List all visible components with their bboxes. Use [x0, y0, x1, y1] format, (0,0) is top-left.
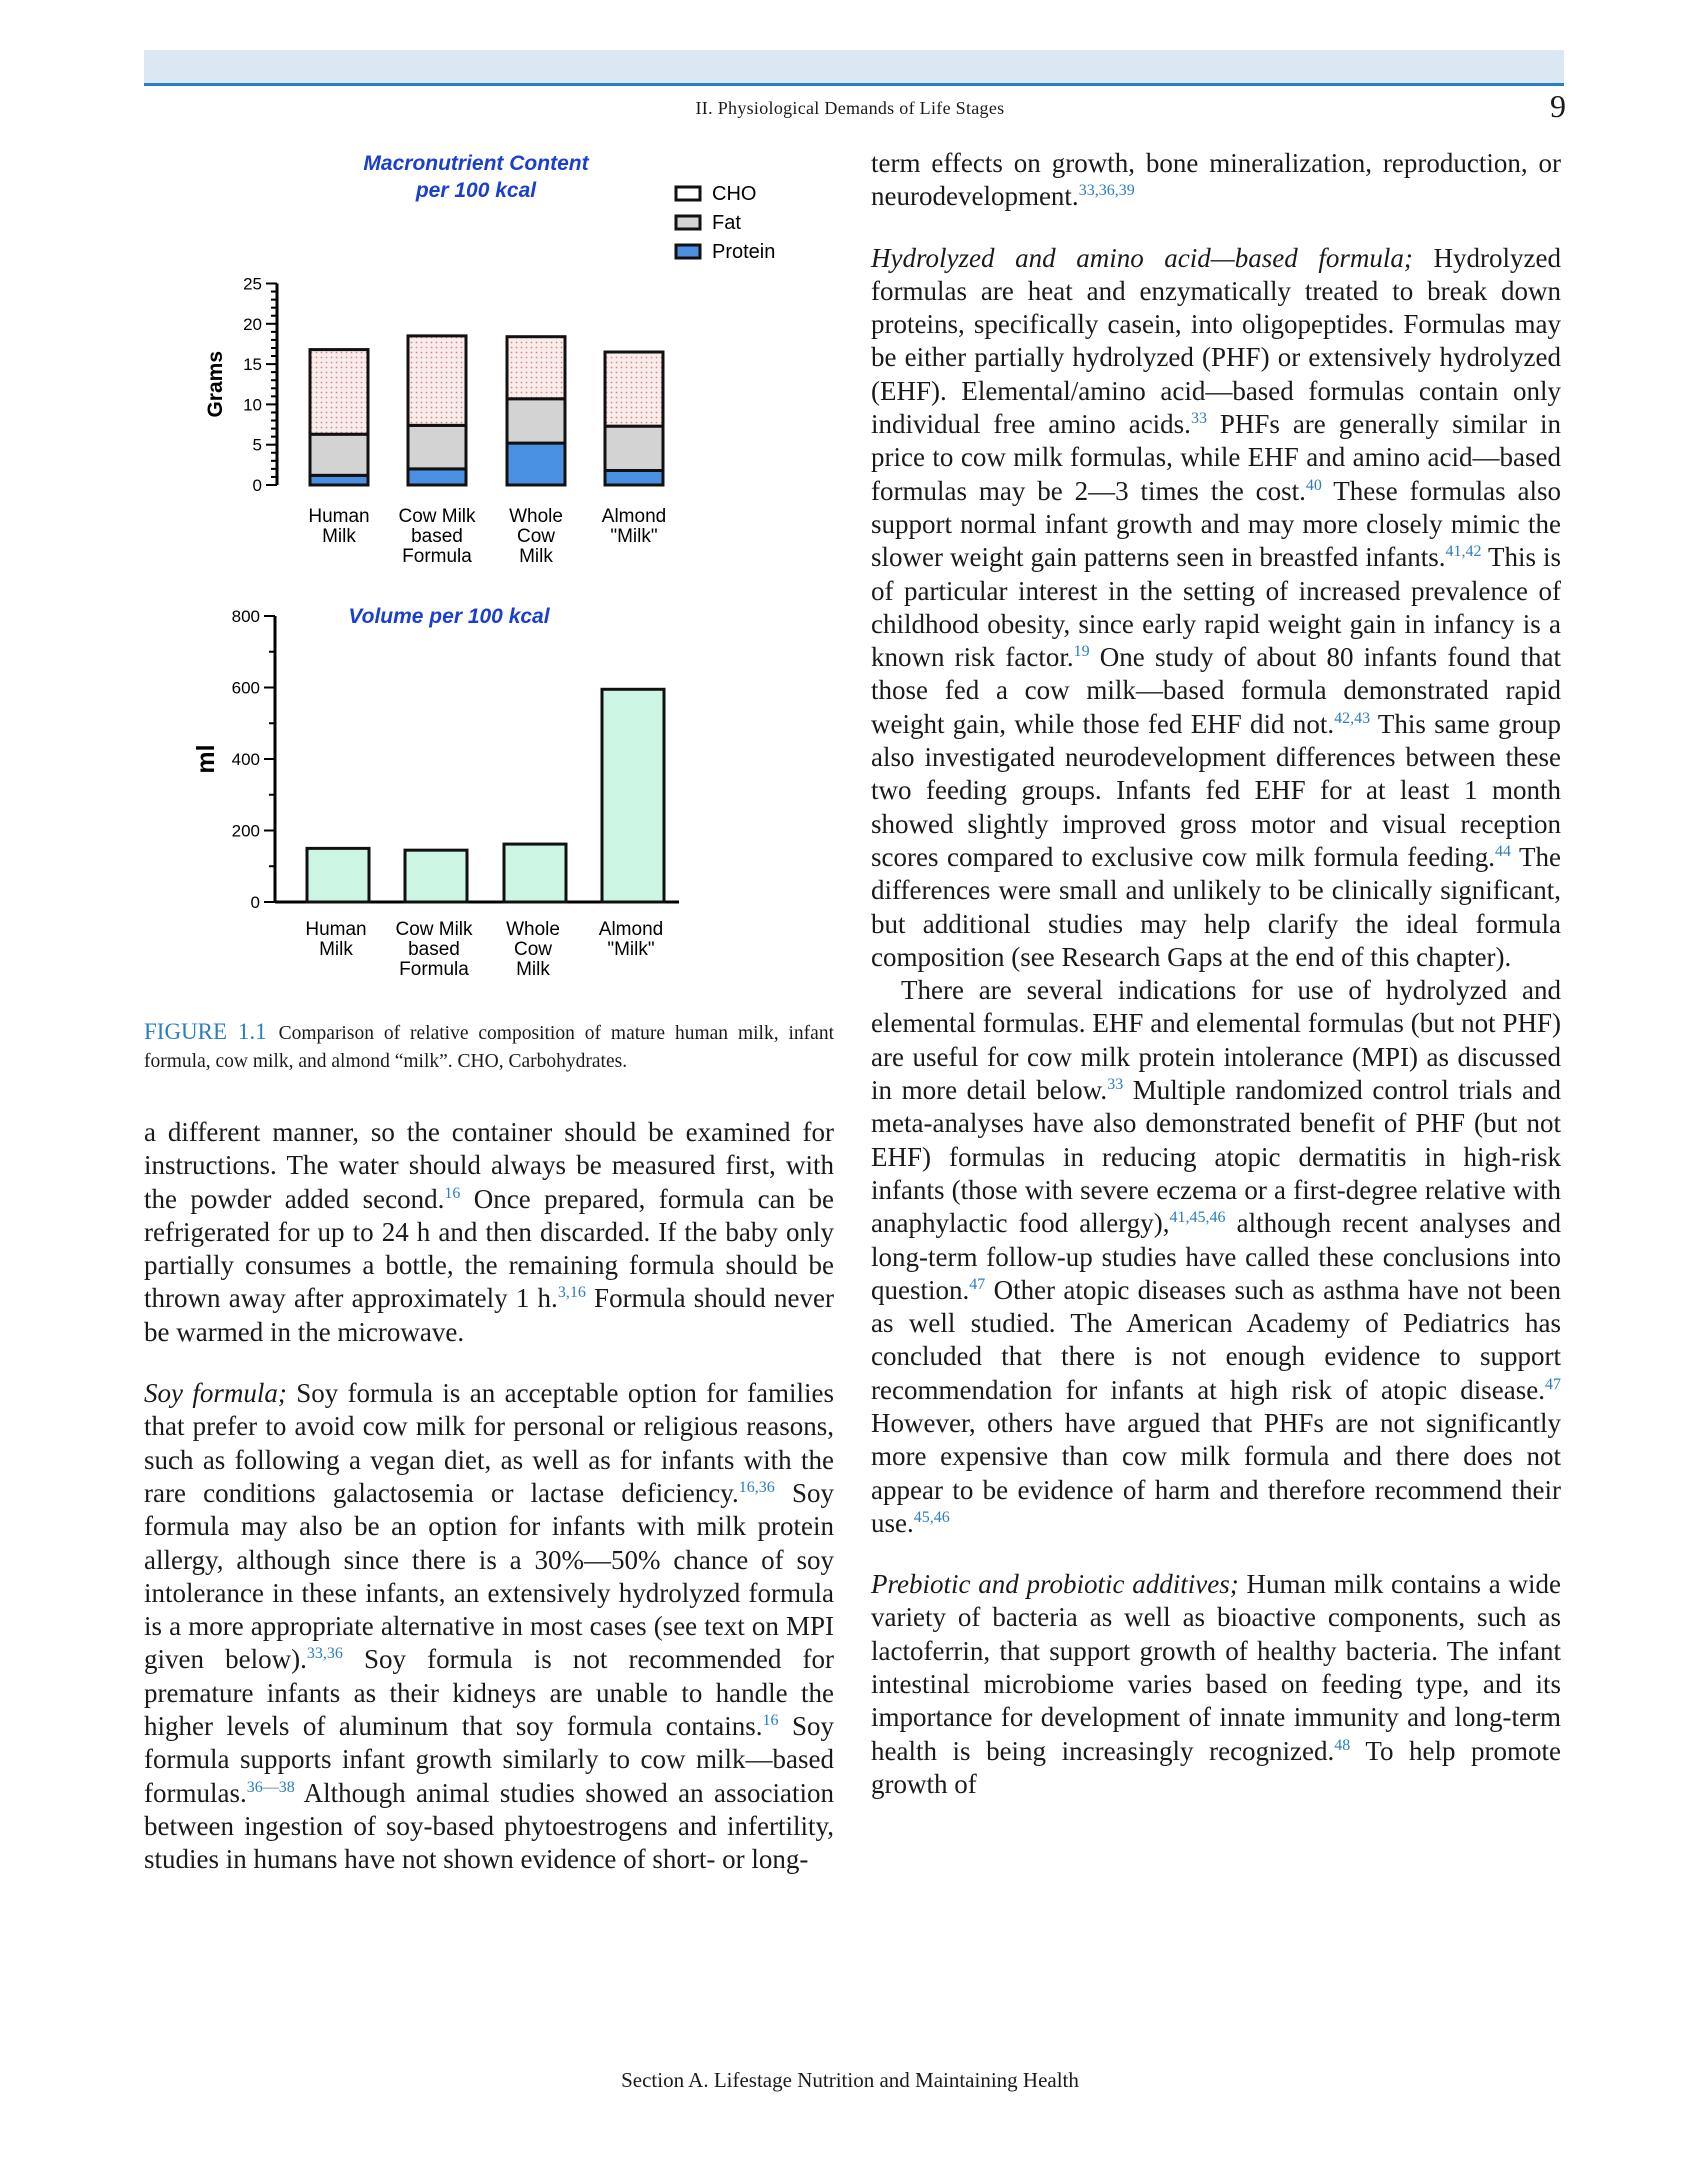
y-tick-label: 20 — [243, 314, 262, 334]
text-run: Formula should never be warmed in the microwave. — [144, 1283, 834, 1347]
x-tick-label: Cow — [513, 939, 553, 960]
legend-label: CHO — [712, 183, 757, 205]
bar-fat — [605, 426, 663, 470]
text-run: Hydrolyzed formulas are heat and enzymatically treated to break down proteins, specifically casein, into oligopeptides. Formulas may be either partially hydrolyzed (PHF) or extensively hydrolyzed (EHF). Elemental/amino acid—based formulas contain only individual free amino acids. — [871, 242, 1561, 440]
text-run: The differences were small and unlikely to be clinically significant, but additional studies may help clarify the ideal formula composition (see Research Gaps at the end of this chapter). — [871, 841, 1561, 972]
x-tick-label: Whole — [509, 506, 563, 527]
citation-ref: 41,45,46 — [1169, 1209, 1226, 1227]
right-column — [871, 147, 1561, 1801]
text-run: Once prepared, formula can be refrigerated for up to 24 h and then discarded. If the baby only partially consumes a bottle, the remaining formula should be thrown away after approximately 1 h. — [144, 1183, 835, 1314]
x-tick-label: Milk — [319, 939, 353, 960]
legend-swatch — [676, 245, 700, 258]
text-run: Human milk contains a wide variety of bacteria as well as bioactive components, such as lactoferrin, that support growth of healthy bacteria. The infant intestinal microbiome varies based on feeding type, and its importance for development of innate immunity and long-term health is being increasingly recognized. — [871, 1569, 1561, 1766]
x-tick-label: based — [411, 526, 463, 547]
x-tick-label: Milk — [519, 546, 553, 567]
text-run: To help promote growth of — [871, 1735, 1561, 1799]
paragraph — [144, 1377, 834, 1876]
bar-cho — [507, 337, 565, 399]
x-tick-label: Milk — [516, 959, 550, 980]
paragraph — [871, 1568, 1561, 1801]
y-tick-label: 0 — [250, 893, 260, 912]
y-tick-label: 25 — [243, 274, 262, 294]
x-tick-label: Human — [305, 919, 367, 940]
bar-protein — [408, 469, 466, 485]
bar-protein — [507, 443, 565, 485]
legend-label: Protein — [712, 241, 776, 263]
bar-cho — [310, 350, 368, 435]
figure-caption-text: Comparison of relative composition of mature human milk, infant formula, cow milk, and almond “milk”. CHO, Carbohydrates. — [144, 1023, 834, 1072]
text-run: PHFs are generally similar in price to cow milk formulas, while EHF and amino acid—based formulas may be 2—3 times the cost. — [871, 409, 1561, 506]
text-run: There are several indications for use of hydrolyzed and elemental formulas. EHF and elemental formulas (but not PHF) are useful for cow milk protein intolerance (MPI) as discussed in more detail below. — [871, 975, 1561, 1106]
paragraph — [144, 1116, 834, 1349]
text-run: Soy formula may also be an option for infants with milk protein allergy, although since there is a 30%—50% chance of soy intolerance in these infants, an extensively hydrolyzed formula is a more appropriate alternative in most cases (see text on MPI given below). — [144, 1477, 834, 1675]
x-tick-label: Almond — [601, 506, 667, 527]
y-tick-label: 15 — [243, 355, 262, 375]
header-rule — [144, 83, 1564, 86]
legend-swatch — [676, 187, 700, 200]
y-tick-label: 0 — [252, 476, 262, 495]
y-tick-label: 5 — [252, 435, 262, 455]
text-run: This same group also investigated neurodevelopment differences between these two feeding groups. Infants fed EHF for at least 1 month showed slightly improved gross motor and visual reception scores compared to exclusive cow milk formula feeding. — [871, 708, 1561, 872]
x-tick-label: Formula — [402, 546, 472, 567]
paragraph — [871, 147, 1561, 214]
x-tick-label: Milk — [322, 526, 356, 547]
citation-ref: 33 — [1107, 1076, 1124, 1094]
x-tick-label: Cow Milk — [395, 919, 473, 940]
citation-ref: 41,42 — [1445, 543, 1482, 561]
citation-ref: 19 — [1073, 643, 1090, 661]
legend-swatch — [676, 216, 700, 229]
bar-fat — [310, 434, 368, 475]
x-tick-label: "Milk" — [607, 939, 655, 960]
bar-protein — [605, 470, 663, 485]
y-axis-label: Grams — [204, 350, 227, 418]
citation-ref: 48 — [1334, 1736, 1351, 1754]
header-band — [144, 50, 1564, 83]
bar-volume — [504, 844, 566, 902]
figure-charts — [144, 140, 844, 1010]
citation-ref: 44 — [1495, 842, 1511, 860]
text-run: term effects on growth, bone mineralization, reproduction, or neurodevelopment. — [871, 148, 1561, 212]
citation-ref: 16,36 — [738, 1478, 775, 1496]
citation-ref: 42,43 — [1334, 709, 1371, 727]
running-head: II. Physiological Demands of Life Stages — [695, 98, 1005, 118]
text-run: Although animal studies showed an association between ingestion of soy-based phytoestrogens and infertility, studies in humans have not shown evidence of short- or long- — [144, 1777, 834, 1875]
paragraph — [871, 242, 1561, 975]
legend-label: Fat — [712, 212, 741, 234]
citation-ref: 40 — [1305, 476, 1322, 494]
x-tick-label: "Milk" — [610, 526, 658, 547]
figure-caption — [144, 1018, 834, 1076]
y-tick-label: 600 — [231, 678, 260, 698]
citation-ref: 33 — [1190, 410, 1207, 428]
figure-label: FIGURE 1.1 — [144, 1019, 267, 1044]
y-axis-label: ml — [192, 744, 220, 774]
bar-volume — [307, 848, 369, 902]
citation-ref: 47 — [969, 1275, 986, 1293]
text-run: a different manner, so the container should be examined for instructions. The water should always be measured first, with the powder added second. — [144, 1117, 834, 1214]
bar-fat — [507, 399, 565, 443]
x-tick-label: Formula — [399, 959, 469, 980]
y-tick-label: 200 — [231, 821, 260, 841]
x-tick-label: Almond — [598, 919, 664, 940]
text-run: However, others have argued that PHFs are not significantly more expensive than cow milk formula and there does not appear to be evidence of harm and therefore recommend their use. — [871, 1407, 1561, 1538]
left-column — [144, 1116, 834, 1877]
bar-volume — [602, 689, 664, 902]
run-in-heading: Prebiotic and probiotic additives; — [871, 1569, 1239, 1600]
bar-volume — [405, 850, 467, 902]
citation-ref: 16 — [762, 1712, 779, 1730]
citation-ref: 36—38 — [246, 1778, 295, 1796]
bar-cho — [605, 352, 663, 426]
y-tick-label: 400 — [231, 750, 260, 769]
text-run: Multiple randomized control trials and meta-analyses have also demonstrated benefit of PHF (but not EHF) formulas in reducing atopic dermatitis in high-risk infants (those with severe eczema or a first-degree relative with anaphylactic food allergy), — [871, 1075, 1561, 1239]
text-run: Soy formula is an acceptable option for families that prefer to avoid cow milk for personal or religious reasons, such as following a vegan diet, as well as for infants with the rare conditions galactosemia or lactase deficiency. — [144, 1378, 835, 1508]
run-in-heading: Soy formula; — [144, 1378, 287, 1409]
citation-ref: 16 — [444, 1184, 461, 1202]
y-tick-label: 800 — [231, 607, 260, 626]
bar-fat — [408, 425, 466, 469]
citation-ref: 3,16 — [557, 1284, 586, 1302]
x-tick-label: based — [408, 939, 460, 960]
text-run: Other atopic diseases such as asthma have not been as well studied. The American Academy of Pediatrics has concluded that there is not enough evidence to support recommendation for infants at high risk of atopic disease. — [871, 1274, 1561, 1405]
text-run: although recent analyses and long-term follow-up studies have called these conclusions into question. — [871, 1208, 1561, 1305]
x-tick-label: Cow Milk — [398, 506, 476, 527]
x-tick-label: Whole — [506, 919, 560, 940]
text-run: One study of about 80 infants found that those fed a cow milk—based formula demonstrated rapid weight gain, while those fed EHF did not. — [871, 642, 1561, 739]
citation-ref: 33,36,39 — [1078, 182, 1135, 200]
bar-cho — [408, 336, 466, 425]
paragraph — [871, 974, 1561, 1540]
chart-title: Volume per 100 kcal — [348, 605, 550, 628]
y-tick-label: 10 — [243, 395, 262, 415]
page-footer: Section A. Lifestage Nutrition and Maintaining Health — [621, 2068, 1079, 2092]
chart-title: Macronutrient Content — [363, 152, 589, 175]
text-run: Soy formula is not recommended for premature infants as their kidneys are unable to handle the higher levels of aluminum that soy formula contains. — [144, 1644, 834, 1742]
run-in-heading: Hydrolyzed and amino acid—based formula; — [871, 242, 1413, 273]
citation-ref: 47 — [1545, 1375, 1561, 1393]
text-run: This is of particular interest in the setting of increased prevalence of childhood obesity, since early rapid weight gain in infancy is a known risk factor. — [871, 542, 1561, 673]
text-run: Soy formula supports infant growth similarly to cow milk—based formulas. — [144, 1711, 834, 1808]
chart-title: per 100 kcal — [415, 179, 537, 202]
citation-ref: 33,36 — [306, 1645, 343, 1663]
page-number: 9 — [1550, 88, 1566, 124]
citation-ref: 45,46 — [913, 1508, 950, 1526]
x-tick-label: Human — [308, 506, 370, 527]
x-tick-label: Cow — [516, 526, 556, 547]
text-run: These formulas also support normal infant growth and may more closely mimic the slower weight gain patterns seen in breastfed infants. — [871, 475, 1561, 573]
